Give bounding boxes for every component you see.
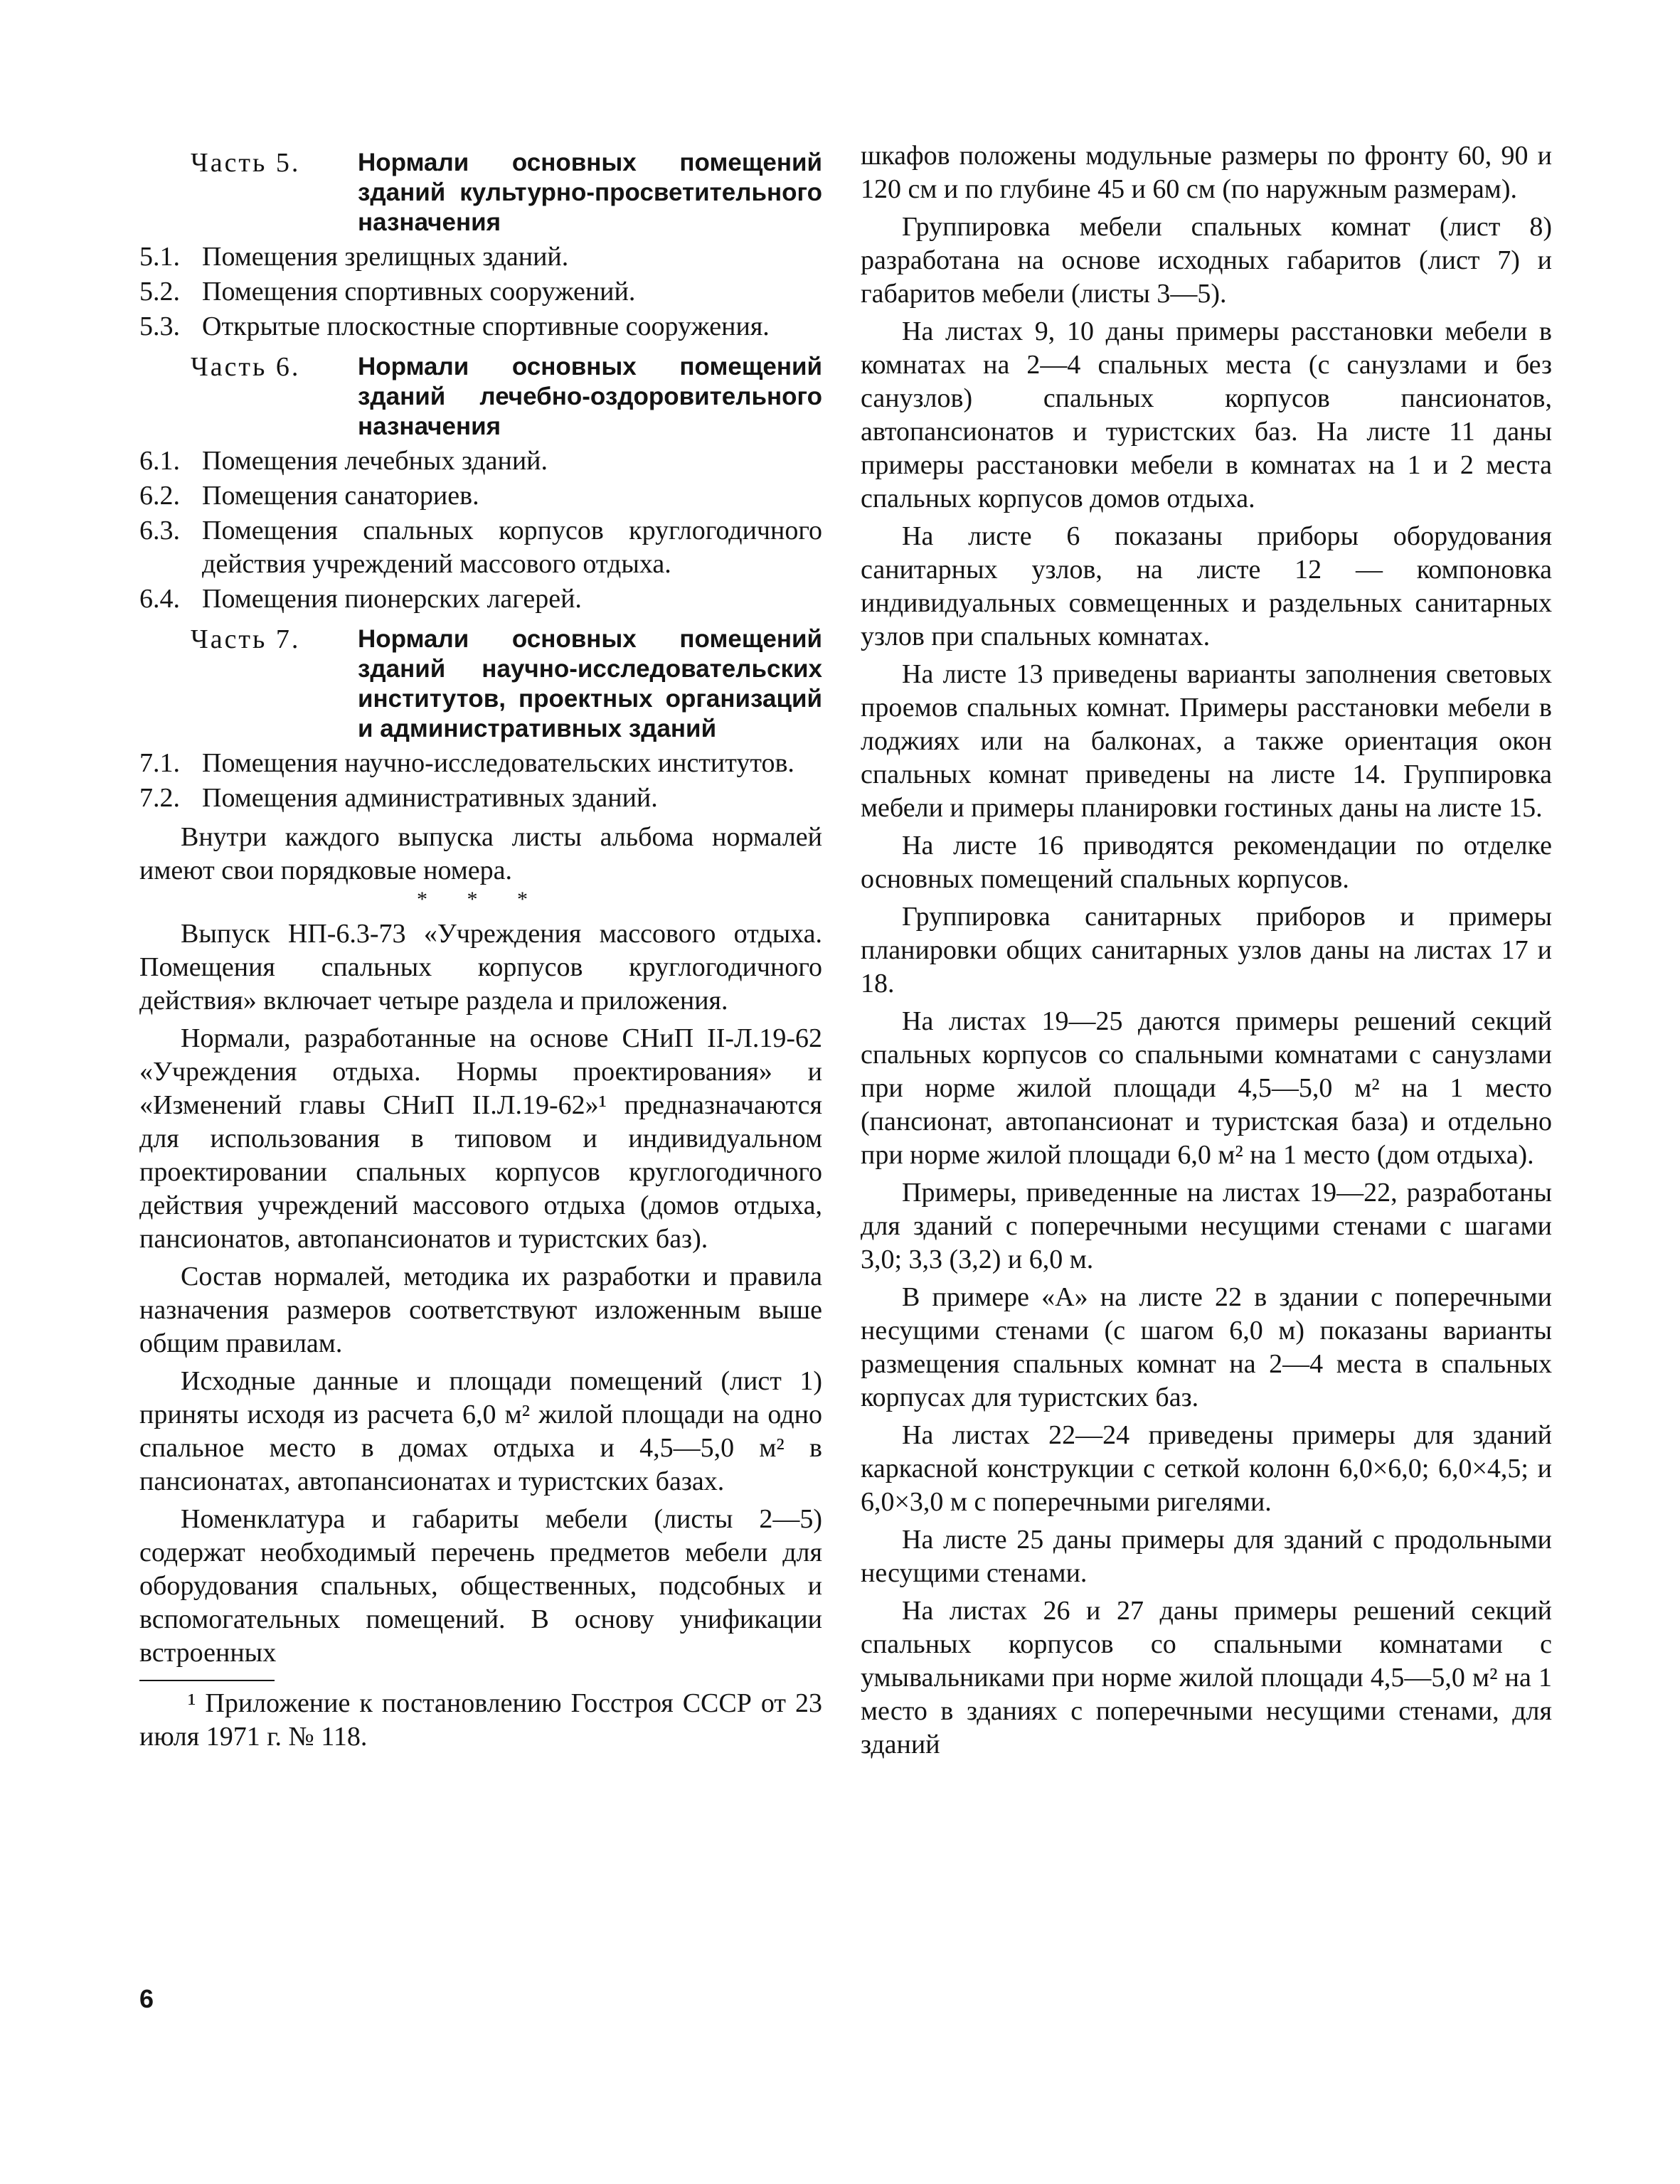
- list-item: [139, 747, 822, 780]
- paragraph: На листах 22—24 приведены примеры для зданий каркасной конструкции с сеткой колонн 6,0×6,0; 6,0×4,5; и 6,0×3,0 м с поперечными ригелями.: [861, 1420, 1552, 1517]
- part-7-heading: [139, 624, 822, 744]
- item-number: 5.1.: [139, 242, 180, 272]
- paragraph: шкафов положены модульные размеры по фронту 60, 90 и 120 см и по глубине 45 и 60 см (по наружным размерам).: [861, 141, 1552, 204]
- paragraph: Нормали, разработанные на основе СНиП II-Л.19-62 «Учреждения отдыха. Нормы проектирования» и «Изменений главы СНиП II.Л.19-62»¹ предназначаются для использования в типовом и индивидуальном проектировании спальных корпусов круглогодичного действия учреждений массового отдыха (домов отдыха, пансионатов, автопансионатов и туристских баз).: [139, 1023, 822, 1254]
- paragraph: Выпуск НП-6.3-73 «Учреждения массового отдыха. Помещения спальных корпусов круглогодичного действия» включает четыре раздела и приложения.: [139, 919, 822, 1016]
- part-6-heading: [139, 352, 822, 442]
- item-number: 6.4.: [139, 584, 180, 614]
- paragraph: Внутри каждого выпуска листы альбома нормалей имеют свои порядковые номера.: [139, 822, 822, 885]
- right-column: [861, 139, 1552, 1762]
- paragraph: На листе 13 приведены варианты заполнения световых проемов спальных комнат. Примеры расстановки мебели в лоджиях или на балконах, а также ориентация окон спальных комнат приведены на листе 14. Группировка мебели и примеры планировки гостиных даны на листе 15.: [861, 659, 1552, 823]
- item-number: 5.3.: [139, 311, 180, 341]
- item-number: 7.1.: [139, 748, 180, 778]
- list-item: [139, 240, 822, 274]
- list-item: [139, 275, 822, 309]
- item-text: Помещения спортивных сооружений.: [202, 277, 636, 307]
- paragraph: На листах 19—25 даются примеры решений секций спальных корпусов со спальными комнатами с санузлами при норме жилой площади 4,5—5,0 м² на 1 место (пансионат, автопансионат и туристская база) и отдельно при норме жилой площади 6,0 м² на 1 место (дом отдыха).: [861, 1006, 1552, 1170]
- paragraph: На листе 16 приводятся рекомендации по отделке основных помещений спальных корпусов.: [861, 831, 1552, 894]
- list-item: [139, 582, 822, 616]
- paragraph: На листах 26 и 27 даны примеры решений секций спальных корпусов со спальными комнатами с умывальниками при норме жилой площади 4,5—5,0 м² на 1 место в зданиях с поперечными несущими стенами, для зданий: [861, 1596, 1552, 1759]
- item-text: Помещения санаториев.: [202, 481, 479, 511]
- list-item: [139, 444, 822, 478]
- item-text: Помещения научно-исследовательских институтов.: [202, 748, 794, 778]
- part-6-title: Нормали основных помещений зданий лечебно-оздоровительного назначения: [358, 353, 822, 440]
- paragraph: Группировка санитарных приборов и примеры планировки общих санитарных узлов даны на листах 17 и 18.: [861, 902, 1552, 998]
- part-5-label: Часть 5.: [191, 148, 301, 178]
- page-number: 6: [139, 1984, 154, 2013]
- paragraph: Состав нормалей, методика их разработки и правила назначения размеров соответствуют изложенным выше общим правилам.: [139, 1262, 822, 1358]
- part-6-label: Часть 6.: [191, 352, 301, 382]
- footnote: ¹ Приложение к постановлению Госстроя СССР от 23 июля 1971 г. № 118.: [139, 1688, 822, 1752]
- footnote-divider: [139, 1680, 275, 1681]
- section-separator: * * *: [417, 888, 545, 911]
- paragraph: Примеры, приведенные на листах 19—22, разработаны для зданий с поперечными несущими стенами с шагами 3,0; 3,3 (3,2) и 6,0 м.: [861, 1178, 1552, 1274]
- paragraph: На листах 9, 10 даны примеры расстановки мебели в комнатах на 2—4 спальных места (с санузлами и без санузлов) спальных корпусов пансионатов, автопансионатов и туристских баз. На листе 11 даны примеры расстановки мебели в комнатах на 1 и 2 места спальных корпусов домов отдыха.: [861, 316, 1552, 513]
- item-text: Помещения зрелищных зданий.: [202, 242, 569, 272]
- part-7-title: Нормали основных помещений зданий научно-исследовательских институтов, проектных организаций и административных зданий: [358, 625, 822, 742]
- item-number: 6.2.: [139, 481, 180, 511]
- list-item: [139, 479, 822, 513]
- item-text: Помещения спальных корпусов круглогодичного действия учреждений массового отдыха.: [202, 516, 822, 579]
- item-text: Помещения административных зданий.: [202, 783, 658, 813]
- list-item: [139, 514, 822, 581]
- item-number: 6.1.: [139, 446, 180, 476]
- part-5-heading: [139, 148, 822, 238]
- item-text: Открытые плоскостные спортивные сооружения.: [202, 311, 770, 341]
- item-number: 5.2.: [139, 277, 180, 307]
- item-text: Помещения пионерских лагерей.: [202, 584, 582, 614]
- paragraph: Номенклатура и габариты мебели (листы 2—5) содержат необходимый перечень предметов мебели для оборудования спальных, общественных, подсобных и вспомогательных помещений. В основу унификации встроенных: [139, 1504, 822, 1668]
- paragraph: Исходные данные и площади помещений (лист 1) приняты исходя из расчета 6,0 м² жилой площади на одно спальное место в домах отдыха и 4,5—5,0 м² в пансионатах, автопансионатах и туристских базах.: [139, 1366, 822, 1496]
- list-item: [139, 310, 822, 343]
- paragraph: Группировка мебели спальных комнат (лист 8) разработана на основе исходных габаритов (лист 7) и габаритов мебели (листы 3—5).: [861, 212, 1552, 309]
- item-number: 6.3.: [139, 516, 180, 545]
- left-column: [139, 139, 822, 1754]
- paragraph: На листе 6 показаны приборы оборудования санитарных узлов, на листе 12 — компоновка индивидуальных совмещенных и раздельных санитарных узлов при спальных комнатах.: [861, 521, 1552, 651]
- paragraph: В примере «А» на листе 22 в здании с поперечными несущими стенами (с шагом 6,0 м) показаны варианты размещения спальных комнат на 2—4 места в спальных корпусах для туристских баз.: [861, 1282, 1552, 1412]
- item-number: 7.2.: [139, 783, 180, 813]
- part-7-label: Часть 7.: [191, 624, 301, 654]
- paragraph: На листе 25 даны примеры для зданий с продольными несущими стенами.: [861, 1525, 1552, 1588]
- item-text: Помещения лечебных зданий.: [202, 446, 548, 476]
- part-5-title: Нормали основных помещений зданий культурно-просветительного назначения: [358, 149, 822, 236]
- list-item: [139, 782, 822, 815]
